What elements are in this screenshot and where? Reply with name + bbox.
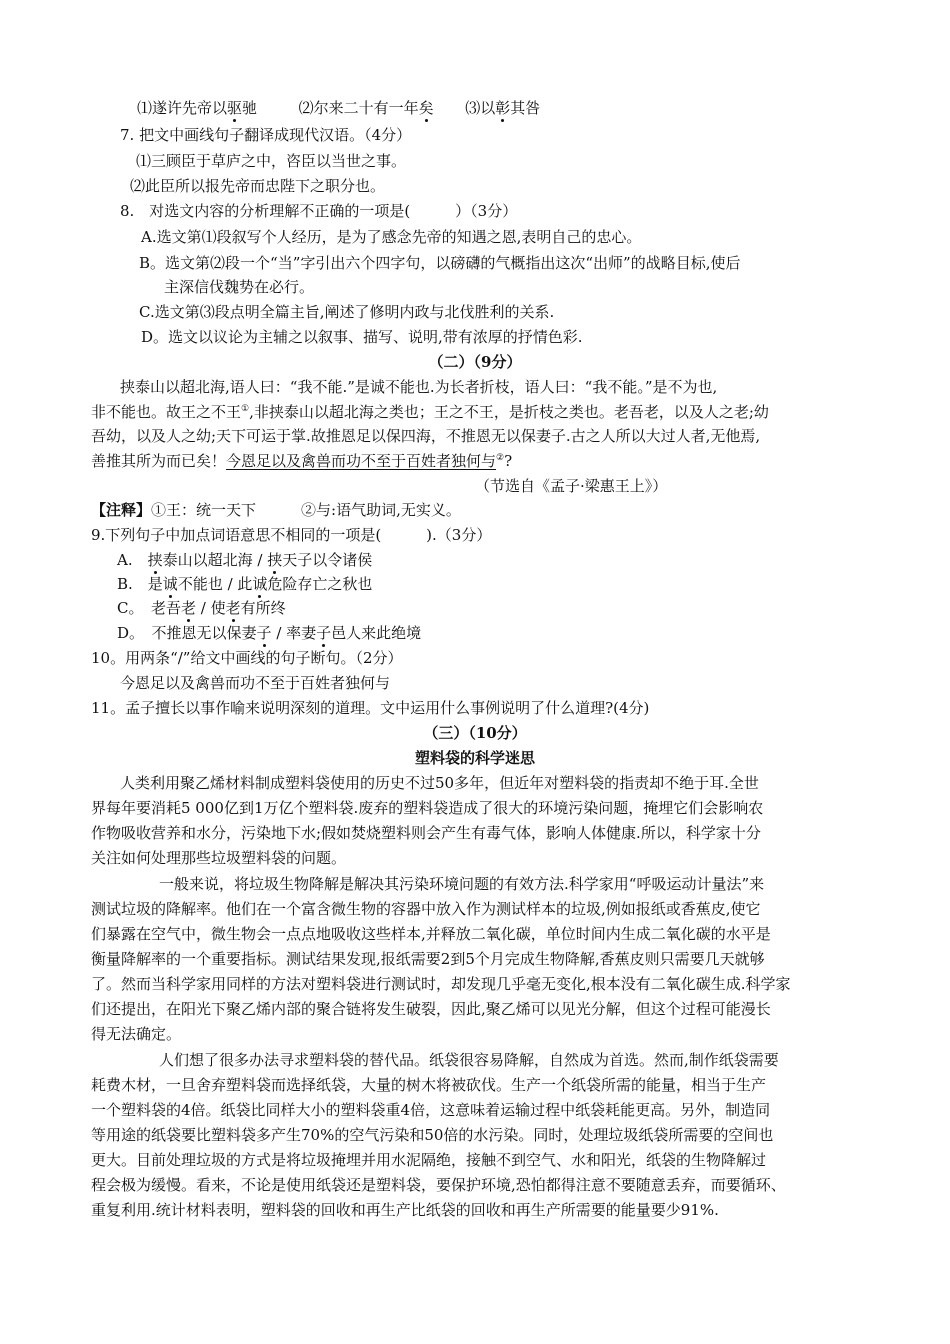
article-title: 塑料袋的科学迷思 bbox=[414, 749, 535, 767]
article-para2-line: 得无法确定。 bbox=[91, 1025, 182, 1043]
q8-option-b-line1: B。选文第⑵段一个“当”字引出六个四字句，以磅礴的气概指出这次“出师”的战略目标,使后 bbox=[139, 254, 741, 272]
dotted-char: 子 bbox=[256, 624, 272, 642]
dotted-char: 诚 bbox=[162, 575, 178, 593]
q6-item-1: ⑴遂许先帝以驱驰 bbox=[137, 99, 258, 117]
dotted-char: 矣 bbox=[418, 99, 434, 117]
section-3-heading: （三）（10分） bbox=[423, 724, 527, 742]
q8-option-b-line2: 主深信伐魏势在必行。 bbox=[164, 278, 315, 296]
passage-line-1: 挟泰山以超北海,语人曰：“我不能.”是诚不能也.为长者折枝，语人曰：“我不能。”是不为也, bbox=[120, 378, 718, 396]
q8-option-c: C.选文第⑶段点明全篇主旨,阐述了修明内政与北伐胜利的关系. bbox=[139, 303, 555, 321]
dotted-char: 诚 bbox=[252, 575, 268, 593]
dotted-char: 老 bbox=[180, 599, 196, 617]
footnote-mark: ① bbox=[241, 404, 250, 414]
q7-stem: 7. 把文中画线句子翻译成现代汉语。（4分） bbox=[120, 126, 412, 144]
article-para2-line: 一般来说，将垃圾生物降解是解决其污染环境问题的有效方法.科学家用“呼吸运动计量法”来 bbox=[159, 875, 765, 893]
q9-stem: 9.下列句子中加点词语意思不相同的一项是( ).（3分） bbox=[91, 526, 492, 544]
article-para3-line: 耗费木材，一旦舍弃塑料袋而选择纸袋，大量的树木将被砍伐。生产一个纸袋所需的能量，相当于生产 bbox=[91, 1076, 767, 1094]
q9-option-c: C。 老吾老 / 使老有所终 bbox=[117, 599, 286, 617]
article-para3-line: 更大。目前处理垃圾的方式是将垃圾掩埋并用水泥隔绝，接触不到空气、水和阳光，纸袋的生物降解过 bbox=[91, 1151, 767, 1169]
q6-item-2: ⑵尔来二十有一年矣 bbox=[298, 99, 434, 117]
dotted-char: 挟 bbox=[147, 551, 163, 569]
article-para2-line: 们还提出，在阳光下聚乙烯内部的聚合链将发生破裂，因此,聚乙烯可以见光分解，但这个过程可能漫长 bbox=[91, 1000, 771, 1018]
passage-line-2: 非不能也。故王之不王①,非挟泰山以超北海之类也；王之不王，是折枝之类也。老吾老，以及人之老;幼 bbox=[91, 403, 769, 421]
q6-item-3: ⑶以彰其咎 bbox=[465, 99, 541, 117]
dotted-char: 彰 bbox=[495, 99, 511, 117]
q9-option-a: A. 挟泰山以超北海 / 挟天子以令诸侯 bbox=[117, 551, 373, 569]
article-para2-line: 们暴露在空气中，微生物会一点点地吸收这些样本,并释放二氧化碳，单位时间内生成二氧化碳的水平是 bbox=[91, 925, 771, 943]
article-para1-line: 界每年要消耗5 000亿到1万亿个塑料袋.废弃的塑料袋造成了很大的环境污染问题，掩埋它们会影响农 bbox=[91, 799, 764, 817]
dotted-char: 挟 bbox=[267, 551, 283, 569]
q8-option-a: A.选文第⑴段叙写个人经历，是为了感念先帝的知遇之恩,表明自己的忠心。 bbox=[141, 228, 642, 246]
article-para3-line: 程会极为缓慢。看来，不论是使用纸袋还是塑料袋，要保护环境,恐怕都得注意不要随意丢弃，而要循环、 bbox=[91, 1176, 786, 1194]
q9-option-d: D。 不推恩无以保妻子 / 率妻子邑人来此绝境 bbox=[117, 624, 422, 642]
q10-stem: 10。用两条“/”给文中画线的句子断句。（2分） bbox=[91, 649, 403, 667]
article-para2-line: 了。然而当科学家用同样的方法对塑料袋进行测试时，却发现几乎毫无变化,根本没有二氧化碳生成.科学家 bbox=[91, 975, 791, 993]
q8-option-d: D。选文以议论为主辅之以叙事、描写、说明,带有浓厚的抒情色彩. bbox=[141, 328, 583, 346]
q7-sentence-1: ⑴三顾臣于草庐之中，咨臣以当世之事。 bbox=[136, 152, 407, 170]
article-para1-line: 作物吸收营养和水分，污染地下水;假如焚烧塑料则会产生有毒气体，影响人体健康.所以，科学家十分 bbox=[91, 824, 761, 842]
q10-sentence: 今恩足以及禽兽而功不至于百姓者独何与 bbox=[120, 674, 391, 692]
q8-stem: 8. 对选文内容的分析理解不正确的一项是( ）（3分） bbox=[120, 202, 518, 220]
underlined-sentence: 今恩足以及禽兽而功不至于百姓者独何与 bbox=[226, 452, 497, 470]
article-para1-line: 人类利用聚乙烯材料制成塑料袋使用的历史不过50多年，但近年对塑料袋的指责却不绝于耳.全世 bbox=[120, 774, 759, 792]
passage-line-3: 吾幼，以及人之幼;天下可运于掌.故推恩足以保四海，不推恩无以保妻子.古之人所以大过人者,无他焉, bbox=[91, 427, 761, 445]
footnote-mark: ② bbox=[496, 453, 505, 463]
article-para3-line: 重复利用.统计材料表明，塑料袋的回收和再生产比纸袋的回收和再生产所需要的能量要少91%. bbox=[91, 1201, 719, 1219]
dotted-char: 老 bbox=[225, 599, 241, 617]
dotted-char: 驱 bbox=[227, 99, 243, 117]
section-2-heading: （二）（9分） bbox=[428, 353, 522, 371]
article-para2-line: 衡量降解率的一个重要指标。测试结果发现,报纸需要2到5个月完成生物降解,香蕉皮则只需要几天就够 bbox=[91, 950, 765, 968]
article-para1-line: 关注如何处理那些垃圾塑料袋的问题。 bbox=[91, 849, 347, 867]
dotted-char: 子 bbox=[316, 624, 332, 642]
article-para3-line: 人们想了很多办法寻求塑料袋的替代品。纸袋很容易降解，自然成为首选。然而,制作纸袋需要 bbox=[159, 1051, 779, 1069]
passage-line-4: 善推其所为而已矣！今恩足以及禽兽而功不至于百姓者独何与②? bbox=[91, 452, 513, 470]
q11-stem: 11。孟子擅长以事作喻来说明深刻的道理。文中运用什么事例说明了什么道理?(4分) bbox=[91, 699, 650, 717]
passage-notes: 【注释】①王：统一天下 ②与:语气助词,无实义。 bbox=[91, 501, 461, 519]
article-para3-line: 一个塑料袋的4倍。纸袋比同样大小的塑料袋重4倍，这意味着运输过程中纸袋耗能更高。另外，制造同 bbox=[91, 1101, 771, 1119]
article-para3-line: 等用途的纸袋要比塑料袋多产生70%的空气污染和50倍的水污染。同时，处理垃圾纸袋所需要的空间也 bbox=[91, 1126, 774, 1144]
q6-options bbox=[137, 97, 540, 119]
q7-sentence-2: ⑵此臣所以报先帝而忠陛下之职分也。 bbox=[130, 177, 386, 195]
q9-option-b: B. 是诚不能也 / 此诚危险存亡之秋也 bbox=[117, 575, 373, 593]
article-para2-line: 测试垃圾的降解率。他们在一个富含微生物的容器中放入作为测试样本的垃圾,例如报纸或香蕉皮,使它 bbox=[91, 900, 761, 918]
passage-source: （节选自《孟子·梁惠王上》） bbox=[475, 477, 668, 495]
